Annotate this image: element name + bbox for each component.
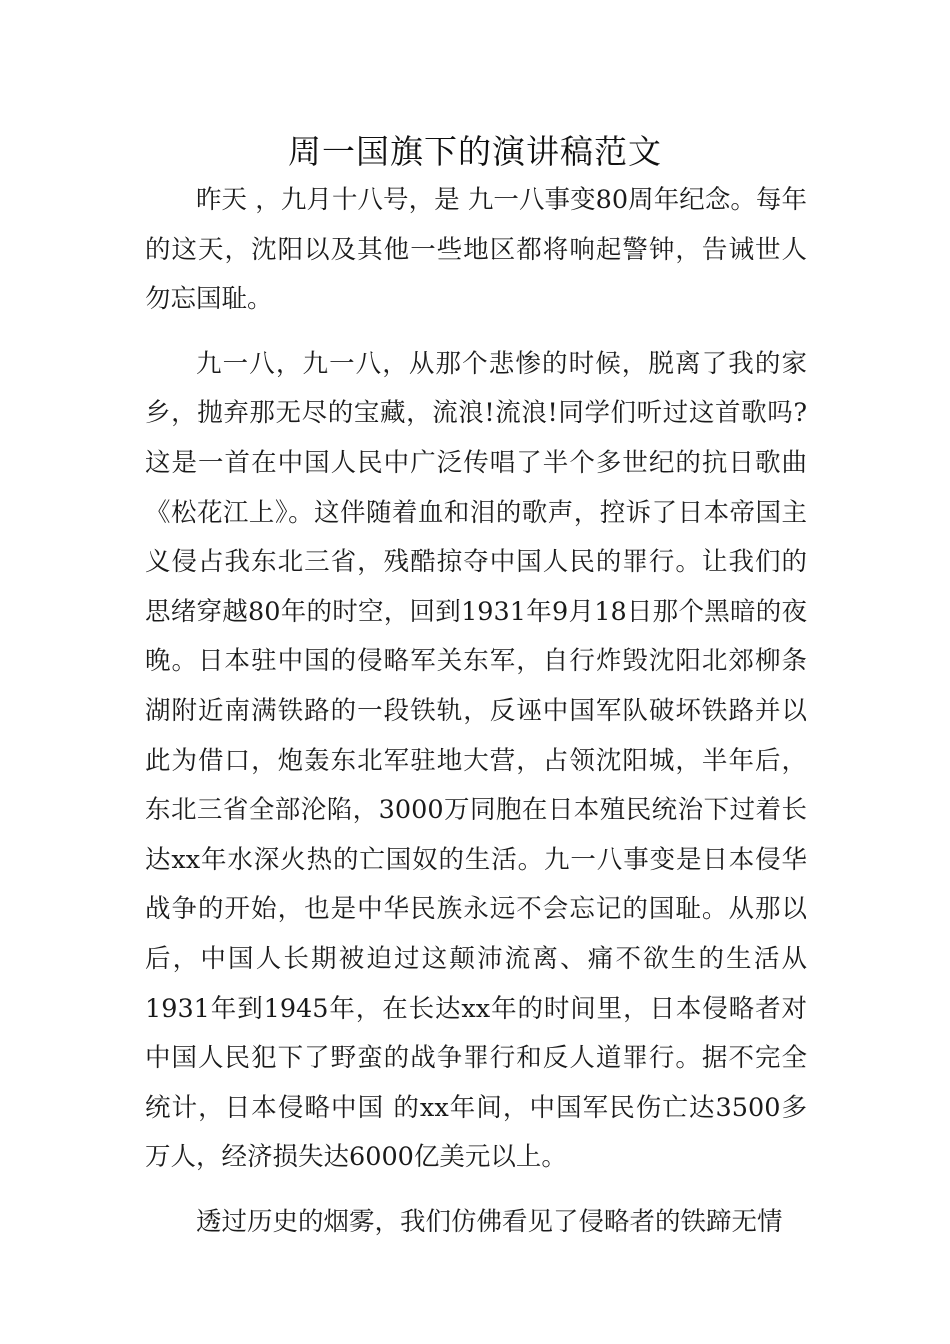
paragraph: 昨天 ，九月十八号，是 九一八事变80周年纪念。每年的这天，沈阳以及其他一些地区都将响起警钟，告诫世人勿忘国耻。 bbox=[145, 185, 807, 315]
paragraph: 透过历史的烟雾，我们仿佛看见了侵略者的铁蹄无情 bbox=[196, 1206, 783, 1237]
document-body bbox=[145, 176, 807, 1247]
document-title: 周一国旗下的演讲稿范文 bbox=[288, 132, 662, 171]
paragraph: 九一八，九一八，从那个悲惨的时候，脱离了我的家乡，抛弃那无尽的宝藏，流浪!流浪!同学们听过这首歌吗?这是一首在中国人民中广泛传唱了半个多世纪的抗日歌曲《松花江上》。这伴随着血和泪的歌声，控诉了日本帝国主义侵占我东北三省，残酷掠夺中国人民的罪行。让我们的思绪穿越80年的时空，回到1931年9月18日那个黑暗的夜晚。日本驻中国的侵略军关东军，自行炸毁沈阳北郊柳条湖附近南满铁路的一段铁轨，反诬中国军队破坏铁路并以此为借口，炮轰东北军驻地大营，占领沈阳城，半年后，东北三省全部沦陷，3000万同胞在日本殖民统治下过着长达xx年水深火热的亡国奴的生活。九一八事变是日本侵华战争的开始，也是中华民族永远不会忘记的国耻。从那以后，中国人长期被迫过这颠沛流离、痛不欲生的生活从1931年到1945年，在长达xx年的时间里，日本侵略者对中国人民犯下了野蛮的战争罪行和反人道罪行。据不完全统计，日本侵略中国 的xx年间，中国军民伤亡达3500多万人，经济损失达6000亿美元以上。 bbox=[145, 348, 807, 1173]
